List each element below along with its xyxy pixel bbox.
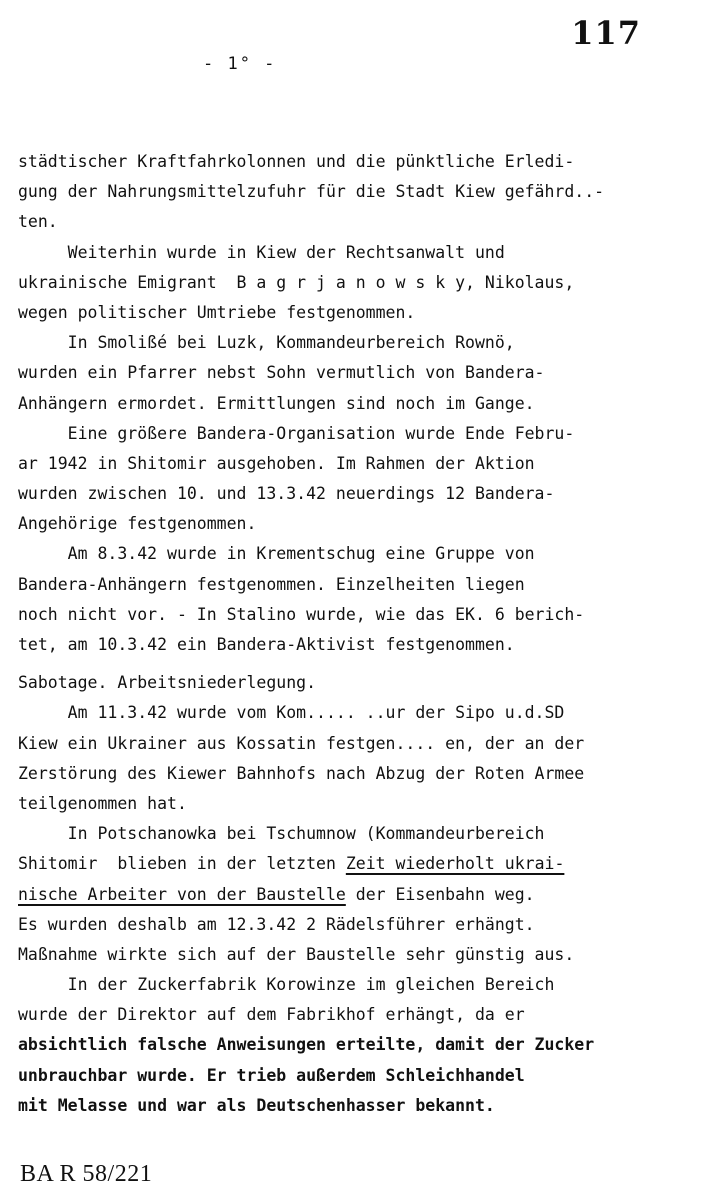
text-line bbox=[18, 880, 694, 910]
underlined-text: Zeit wiederholt ukrai- bbox=[345, 854, 565, 874]
text-line: Anhängern ermordet. Ermittlungen sind noch im Gange. bbox=[18, 393, 535, 413]
text-line: Kiew ein Ukrainer aus Kossatin festgen.... en, der an der bbox=[18, 733, 585, 753]
page-mark: - 1° - bbox=[203, 54, 277, 74]
text-line: ar 1942 in Shitomir ausgehoben. Im Rahmen der Aktion bbox=[18, 453, 535, 473]
text-line: gung der Nahrungsmittelzufuhr für die Stadt Kiew gefährd..- bbox=[18, 182, 605, 202]
text-line: tet, am 10.3.42 ein Bandera-Aktivist festgenommen. bbox=[18, 635, 515, 654]
text-line: wurden zwischen 10. und 13.3.42 neuerdings 12 Bandera- bbox=[18, 484, 555, 504]
section-heading: Sabotage. Arbeitsniederlegung. bbox=[18, 673, 317, 693]
text-line: wegen politischer Umtriebe festgenommen. bbox=[18, 302, 416, 322]
text-line: ukrainische Emigrant B a g r j a n o w s k y, Nikolaus, bbox=[18, 272, 575, 292]
text-segment: der Eisenbahn weg. bbox=[345, 884, 535, 904]
page-number: 117 bbox=[571, 14, 641, 52]
section-heading-sabotage bbox=[18, 668, 694, 698]
text-segment: Shitomir blieben in der letzten bbox=[18, 854, 346, 874]
text-line: Eine größere Bandera-Organisation wurde Ende Febru- bbox=[18, 423, 575, 443]
paragraph-zuckerfabrik bbox=[18, 970, 694, 1121]
paragraph-shitomir-organisation bbox=[18, 419, 694, 540]
text-line: Zerstörung des Kiewer Bahnhofs nach Abzug der Roten Armee bbox=[18, 763, 585, 783]
paragraph-kraftfahrkolonnen bbox=[18, 147, 694, 238]
text-line: Maßnahme wirkte sich auf der Baustelle sehr günstig aus. bbox=[18, 944, 575, 964]
text-line: unbrauchbar wurde. Er trieb außerdem Schleichhandel bbox=[18, 1065, 525, 1085]
text-line: städtischer Kraftfahrkolonnen und die pünktliche Erledi- bbox=[18, 152, 575, 171]
underlined-text: nische Arbeiter von der Baustelle bbox=[18, 884, 346, 904]
text-line: teilgenommen hat. bbox=[18, 793, 187, 813]
paragraph-krementschug bbox=[18, 539, 694, 660]
text-line: Am 11.3.42 wurde vom Kom..... ..ur der Sipo u.d.SD bbox=[18, 703, 565, 723]
text-line: In Potschanowka bei Tschumnow (Kommandeurbereich bbox=[18, 824, 545, 844]
text-line: Angehörige festgenommen. bbox=[18, 514, 257, 534]
text-line: Am 8.3.42 wurde in Krementschug eine Gruppe von bbox=[18, 544, 535, 564]
text-line: absichtlich falsche Anweisungen erteilte, damit der Zucker bbox=[18, 1035, 595, 1055]
text-line: In Smolißé bei Luzk, Kommandeurbereich Rownö, bbox=[18, 333, 515, 353]
text-line bbox=[18, 849, 694, 879]
text-line: wurde der Direktor auf dem Fabrikhof erhängt, da er bbox=[18, 1005, 525, 1025]
paragraph-potschanowka bbox=[18, 819, 694, 970]
text-line: noch nicht vor. - In Stalino wurde, wie das EK. 6 berich- bbox=[18, 604, 585, 624]
text-line: In der Zuckerfabrik Korowinze im gleichen Bereich bbox=[18, 975, 555, 995]
text-line: Bandera-Anhängern festgenommen. Einzelheiten liegen bbox=[18, 574, 525, 594]
text-line: ten. bbox=[18, 212, 58, 232]
paragraph-bagrjanowsky bbox=[18, 238, 694, 329]
archive-reference: BA R 58/221 bbox=[20, 1161, 153, 1187]
text-line: Weiterhin wurde in Kiew der Rechtsanwalt und bbox=[18, 242, 505, 262]
paragraph-smolin bbox=[18, 328, 694, 419]
text-line: mit Melasse und war als Deutschenhasser bekannt. bbox=[18, 1095, 495, 1115]
text-line: wurden ein Pfarrer nebst Sohn vermutlich von Bandera- bbox=[18, 363, 545, 383]
typed-body bbox=[18, 147, 694, 1121]
paragraph-kiew-bahnhof bbox=[18, 698, 694, 819]
text-line: Es wurden deshalb am 12.3.42 2 Rädelsführer erhängt. bbox=[18, 914, 535, 934]
